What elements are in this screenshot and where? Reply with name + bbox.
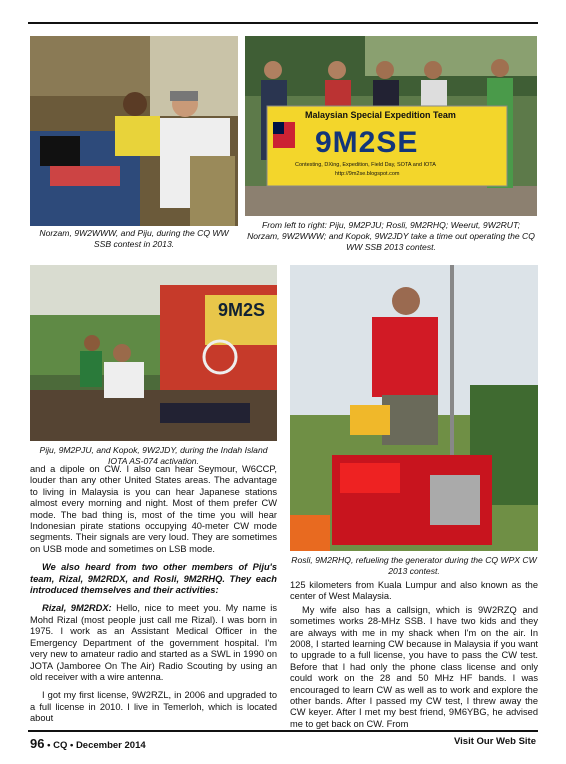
left-paragraph-3-text: Hello, nice to meet you. My name is Mohd Rizal (most people just call me Rizal). I was born in 1975. I work as an Assistant Medical Officer in the Emergency Department of the government hospital. I'm very new to amateur radio and started as a SWL in 1990 on JOTA (Jamboree On The Air) Radio Scouting by using an old receiver with a wire antenna. <box>30 603 277 682</box>
banner-subtitle: Contesting, DXing, Expedition, Field Day, SOTA and IOTA <box>295 162 436 168</box>
caption-photo1: Norzam, 9W2WWW, and Piju, during the CQ WW SSB contest in 2013. <box>39 228 229 249</box>
left-paragraph-4: I got my first license, 9W2RZL, in 2006 and upgraded to a full license in 2010. I live in Temerloh, which is located about <box>30 690 277 724</box>
footer-website[interactable]: Visit Our Web Site <box>453 736 536 747</box>
photo-refueling <box>290 265 538 551</box>
magazine-name: CQ <box>53 740 68 751</box>
banner-title: Malaysian Special Expedition Team <box>305 110 456 120</box>
footer-bullet-2: • <box>69 740 76 751</box>
banner-url: http://9m2se.blogspot.com <box>335 171 400 177</box>
photo-norzam-piju <box>30 36 238 226</box>
speaker-lead: Rizal, 9M2RDX: <box>42 603 112 614</box>
caption-photo2: From left to right: Piju, 9M2PJU; Rosli, 9M2RHQ; Weerut, 9W2RUT; Norzam, 9W2WWW; and Kopok, 9W2JDY take a time out operating the CQ WW SSB 2013 contest. <box>247 220 535 252</box>
caption-photo4: Rosli, 9M2RHQ, refueling the generator during the CQ WPX CW 2013 contest. <box>291 555 537 576</box>
footer-bullet-1: • <box>47 740 54 751</box>
caption-photo3: Piju, 9M2PJU, and Kopok, 9W2JDY, during the Indah Island IOTA AS-074 activation. <box>39 445 268 466</box>
bottom-rule <box>28 730 538 732</box>
top-rule <box>28 22 538 24</box>
issue-date: December 2014 <box>75 740 146 751</box>
left-column <box>30 464 277 732</box>
right-column <box>290 580 538 737</box>
tent-callsign: 9M2S <box>218 300 266 320</box>
left-paragraph-2: We also heard from two other members of Piju's team, Rizal, 9M2RDX, and Rosli, 9M2RHQ. They each introduced themselves and their activities: <box>30 562 277 596</box>
banner-callsign: 9M2SE <box>315 126 419 159</box>
photo-indah-island <box>30 265 277 441</box>
left-paragraph-1: and a dipole on CW. I also can hear Seymour, W6CCP, louder than any other United States areas. The advantage to living in Malaysia is you can hear Japanese stations almost every morning and night. Most of them prefer CW mode. The bad thing is, most of the time you will hear Indonesian pirate stations occupying 40-meter CW mode segments. Their signals are very loud. They are sometimes on USB mode and sometimes on LSB mode. <box>30 464 277 554</box>
footer-left <box>30 736 146 751</box>
page-number: 96 <box>30 736 45 751</box>
photo-team-banner <box>245 36 537 216</box>
right-paragraph-2: My wife also has a callsign, which is 9W2RZQ and sometimes works 28-MHz SSB. I have two kids and they are always with me in my shack when I'm on the air. In 2008, I started learning CW because in Malaysia if you want to upgrade to a full license, you have to pass the CW test. Before that I had only the phone class license and only could work on the 28 and 50 MHz HF bands. I was encouraged to learn CW as well as to work and explore the other bands. After I passed my CW test, I threw away the CW keyer. After I met my best friend, 9M6YBG, he advised me to get back on CW. From <box>290 604 538 729</box>
right-paragraph-1: 125 kilometers from Kuala Lumpur and also known as the center of West Malaysia. <box>290 580 538 602</box>
left-paragraph-3 <box>30 603 277 683</box>
